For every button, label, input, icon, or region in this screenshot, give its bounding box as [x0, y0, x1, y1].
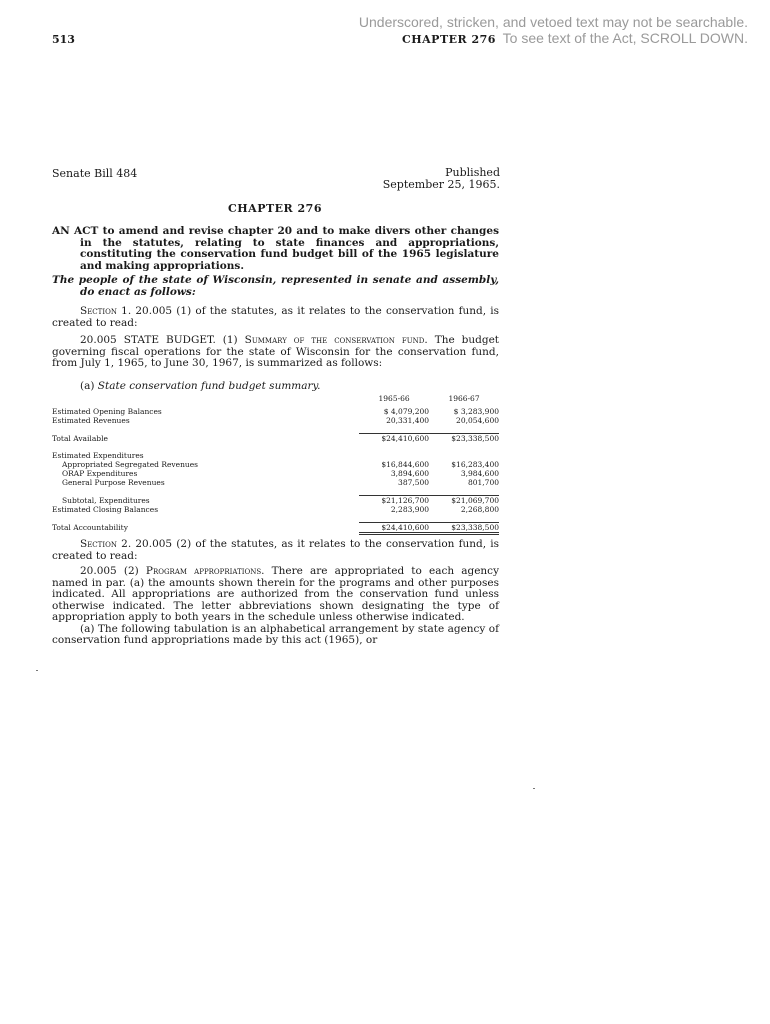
table-row	[52, 460, 499, 469]
table-row	[52, 434, 499, 444]
scan-speck	[36, 670, 38, 671]
row-value	[429, 451, 499, 460]
page-number: 513	[52, 33, 75, 46]
row-value: $21,126,700	[359, 496, 429, 506]
publication-info	[383, 167, 500, 191]
section-2-paragraph	[52, 539, 499, 562]
row-value: $16,283,400	[451, 460, 499, 469]
program-appropriations-subheading: Program appropriations.	[145, 565, 265, 577]
section-2-label: Section 2.	[80, 538, 132, 550]
table-spacer	[52, 514, 499, 523]
program-appropriations-para-a: (a) The following tabulation is an alphabetical arrangement by state agency of conservation fund appropriations made by this act (1965), or	[52, 622, 499, 646]
row-label: ORAP Expenditures	[62, 469, 138, 478]
row-value: 3,894,600	[390, 469, 430, 478]
section-1-label: Section 1.	[80, 305, 132, 317]
row-label: Estimated Expenditures	[52, 451, 144, 460]
row-value: $23,338,500	[429, 523, 499, 534]
row-value: $24,410,600	[359, 523, 429, 534]
notice-line-1: Underscored, stricken, and vetoed text may not be searchable.	[358, 14, 748, 30]
program-appropriations-text: There are appropriated to each agency named in par. (a) the amounts shown therein for the programs and other purposes indicated. All appropriations are authorized from the conservation fund unless otherwise indicated. The letter abbreviations shown designating the type of appropriation apply to both years in the schedule unless otherwise indicated.	[52, 565, 499, 623]
act-title: AN ACT to amend and revise chapter 20 and to make divers other changes in the statutes, relating to state finances and appropriations, constituting the conservation fund budget bill of the 1965 legislature and making appropriations.	[52, 225, 499, 272]
row-value: $23,338,500	[429, 434, 499, 444]
column-header: 1966-67	[448, 394, 480, 403]
row-label: Total Available	[52, 433, 108, 443]
row-value: 801,700	[467, 478, 499, 487]
table-row	[52, 469, 499, 478]
row-value: $24,410,600	[359, 434, 429, 444]
row-label: General Purpose Revenues	[62, 478, 165, 487]
state-budget-paragraph	[52, 335, 499, 370]
row-value: 2,268,800	[460, 505, 499, 514]
table-row	[52, 451, 499, 460]
summary-heading-title: State conservation fund budget summary.	[97, 380, 321, 392]
row-label: Estimated Opening Balances	[52, 407, 162, 416]
table-spacer	[52, 443, 499, 451]
summary-heading	[80, 380, 320, 392]
row-label: Subtotal, Expenditures	[62, 495, 150, 505]
scan-speck	[533, 788, 535, 789]
running-chapter-header: CHAPTER 276	[402, 33, 496, 46]
section-1-paragraph	[52, 306, 499, 329]
row-value	[359, 451, 429, 460]
bill-number: Senate Bill 484	[52, 167, 138, 180]
row-value: 387,500	[398, 478, 430, 487]
row-label: Total Accountability	[52, 522, 128, 532]
section-1-text: 20.005 (1) of the statutes, as it relates to the conservation fund, is created to read:	[52, 305, 500, 329]
budget-summary-table	[52, 394, 499, 535]
row-value: $16,844,600	[381, 460, 430, 469]
row-value: 20,331,400	[386, 416, 430, 425]
program-appropriations-heading: 20.005 (2)	[80, 565, 139, 577]
enacting-clause: The people of the state of Wisconsin, represented in senate and assembly, do enact as follows:	[52, 274, 499, 298]
row-label: Estimated Closing Balances	[52, 505, 159, 514]
table-header-blank	[52, 394, 359, 407]
table-row	[52, 496, 499, 506]
row-label: Estimated Revenues	[52, 416, 130, 425]
section-2-text: 20.005 (2) of the statutes, as it relates to the conservation fund, is created to read:	[52, 538, 500, 562]
program-appropriations-paragraph	[52, 566, 499, 647]
state-budget-heading: 20.005 STATE BUDGET. (1)	[80, 334, 238, 346]
row-value: $21,069,700	[429, 496, 499, 506]
table-spacer	[52, 487, 499, 496]
summary-heading-label: (a)	[80, 380, 95, 392]
row-label: Appropriated Segregated Revenues	[62, 460, 199, 469]
notice-line-2: To see text of the Act, SCROLL DOWN.	[502, 30, 748, 46]
row-value: 2,283,900	[390, 505, 430, 514]
table-row	[52, 478, 499, 487]
state-budget-text: The budget governing fiscal operations for the state of Wisconsin for the conservation fund, from July 1, 1965, to June 30, 1967, is summarized as follows:	[52, 334, 500, 369]
row-value: $ 4,079,200	[383, 407, 430, 416]
table-row	[52, 416, 499, 425]
row-value: 20,054,600	[456, 416, 499, 425]
table-row	[52, 523, 499, 534]
program-appropriations-body	[52, 566, 499, 624]
table-spacer	[52, 425, 499, 434]
column-header: 1965-66	[378, 394, 410, 403]
table-row	[52, 407, 499, 416]
row-value: 3,984,600	[460, 469, 499, 478]
table-row	[52, 505, 499, 514]
published-label: Published	[445, 166, 500, 179]
row-value: $ 3,283,900	[453, 407, 499, 416]
chapter-title: CHAPTER 276	[228, 202, 322, 215]
published-date: September 25, 1965.	[382, 178, 500, 191]
table-header-row	[52, 394, 499, 407]
state-budget-subheading: Summary of the conservation fund.	[244, 334, 428, 346]
